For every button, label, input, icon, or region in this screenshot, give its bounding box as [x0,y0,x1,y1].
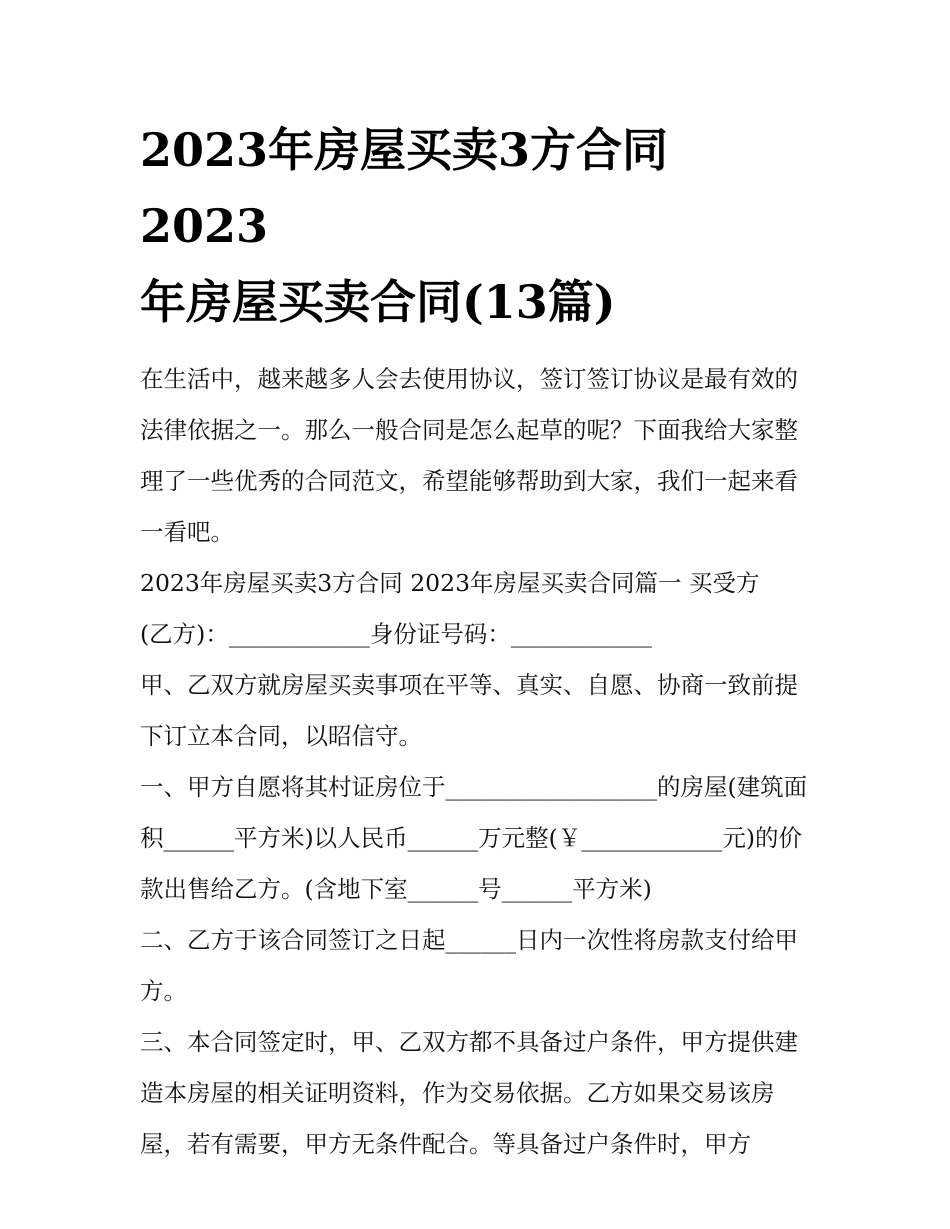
title-line-1: 2023年房屋买卖3方合同 2023 [140,123,669,253]
clause-2-paragraph: 二、乙方于该合同签订之日起______日内一次性将房款支付给甲方。 [140,926,798,1005]
contract-heading-line: 2023年房屋买卖3方合同 2023年房屋买卖合同篇一 买受方 [140,569,760,597]
document-title [140,112,812,340]
document-body [140,354,812,1170]
preamble-paragraph: 甲、乙双方就房屋买卖事项在平等、真实、自愿、协商一致前提下订立本合同，以昭信守。 [140,671,798,750]
document-page [140,112,812,1170]
clause-3-paragraph: 三、本合同签定时，甲、乙双方都不具备过户条件，甲方提供建造本房屋的相关证明资料，作为交易依据。乙方如果交易该房屋，若有需要，甲方无条件配合。等具备过户条件时，甲方 [140,1028,798,1158]
party-b-line: (乙方)：____________身份证号码：____________ [140,620,652,648]
title-line-2: 年房屋买卖合同(13篇) [140,275,616,329]
clause-1-paragraph: 一、甲方自愿将其村证房位于__________________的房屋(建筑面积______平方米)以人民币______万元整(￥____________元)的价款出售给乙方。(含地下室______号______平方米) [140,773,808,903]
intro-paragraph: 在生活中，越来越多人会去使用协议，签订签订协议是最有效的法律依据之一。那么一般合同是怎么起草的呢？下面我给大家整理了一些优秀的合同范文，希望能够帮助到大家，我们一起来看一看吧。 [140,365,798,546]
